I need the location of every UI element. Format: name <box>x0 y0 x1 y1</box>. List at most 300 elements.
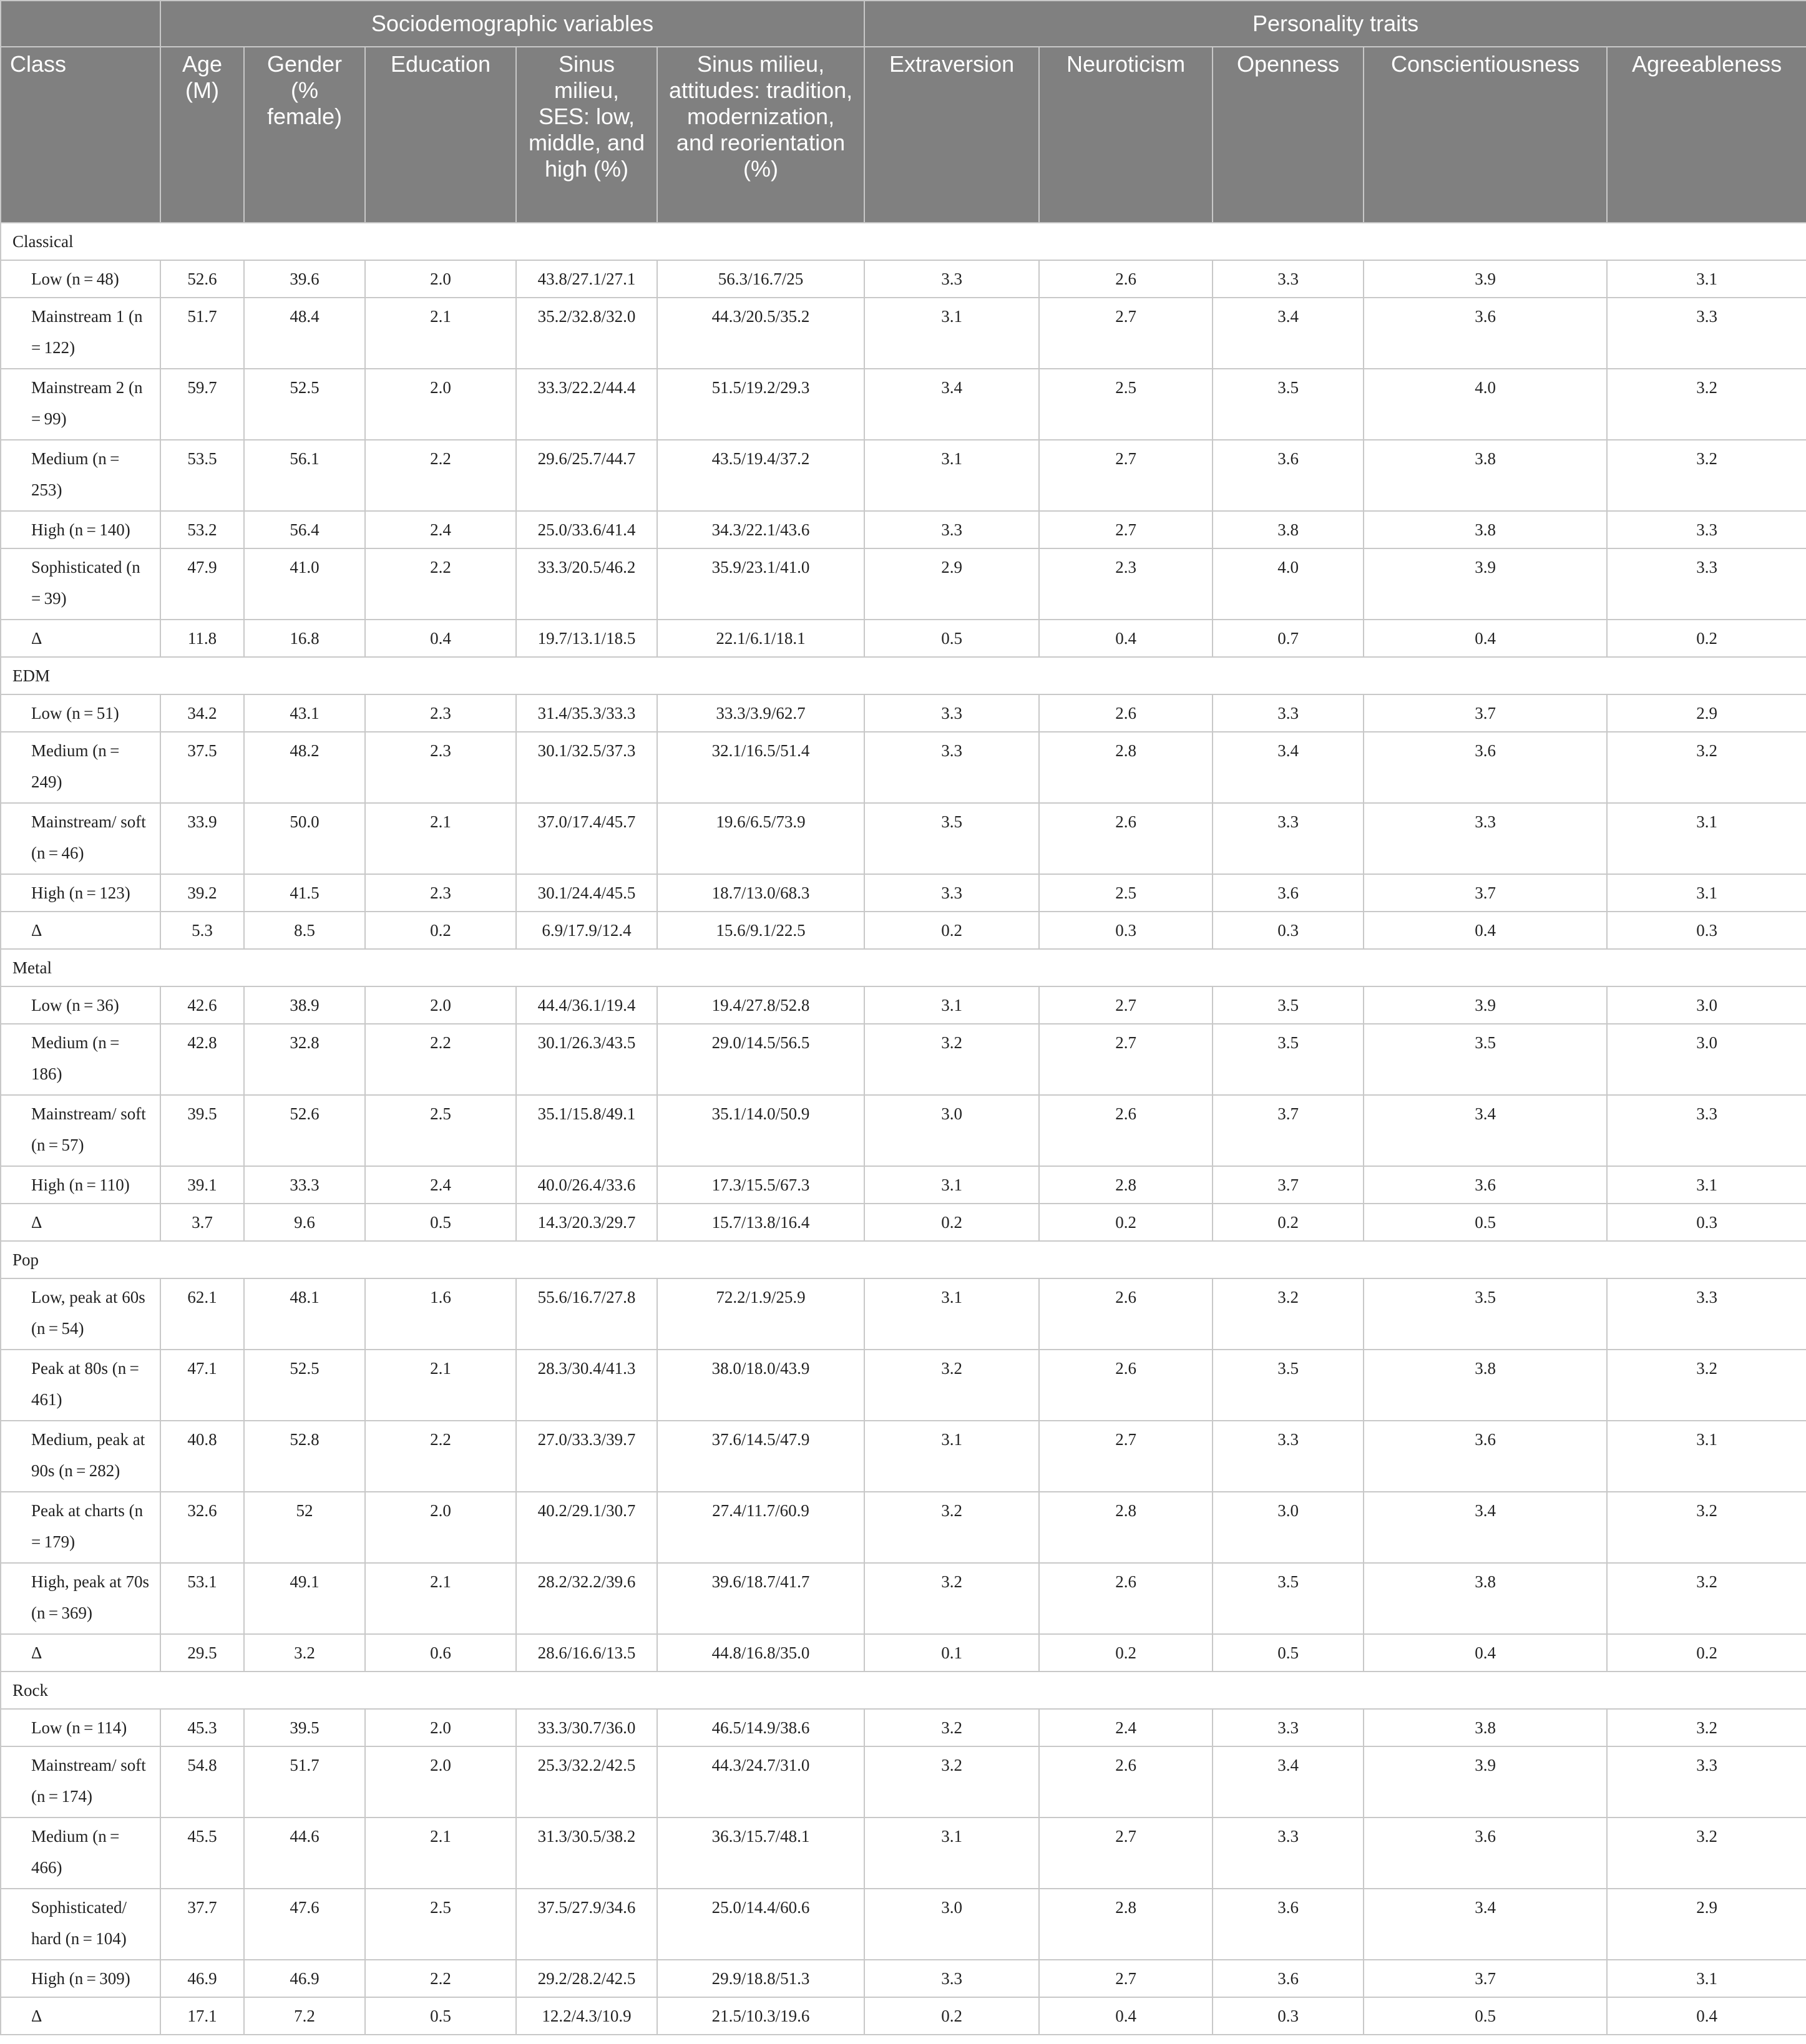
row-label: Low (n = 51) <box>1 694 160 732</box>
table-cell: 3.1 <box>1607 1960 1806 1997</box>
table-cell: 18.7/13.0/68.3 <box>657 874 864 912</box>
table-cell: 52.5 <box>244 369 365 440</box>
row-label: High (n = 140) <box>1 511 160 548</box>
table-cell: 31.3/30.5/38.2 <box>516 1818 657 1889</box>
row-label: Sophisticated (n = 39) <box>1 548 160 620</box>
table-cell: 3.2 <box>1607 732 1806 803</box>
table-cell: 3.7 <box>1364 874 1607 912</box>
table-cell: 56.1 <box>244 440 365 511</box>
table-cell: 27.4/11.7/60.9 <box>657 1492 864 1563</box>
table-cell: 11.8 <box>160 620 244 657</box>
table-cell: 25.3/32.2/42.5 <box>516 1746 657 1818</box>
table-cell: 44.3/24.7/31.0 <box>657 1746 864 1818</box>
table-cell: 3.3 <box>1607 1278 1806 1350</box>
table-row <box>1 803 1806 874</box>
group-header-sociodemographic: Sociodemographic variables <box>160 1 864 47</box>
table-cell: 3.2 <box>864 1746 1039 1818</box>
table-cell: 2.5 <box>1039 369 1213 440</box>
table-cell: 3.1 <box>864 1278 1039 1350</box>
table-cell: 3.1 <box>864 1166 1039 1204</box>
table-cell: 41.0 <box>244 548 365 620</box>
table-cell: 40.8 <box>160 1421 244 1492</box>
table-cell: 3.8 <box>1364 1350 1607 1421</box>
row-label: Mainstream/ soft (n = 46) <box>1 803 160 874</box>
table-cell: 2.0 <box>365 369 516 440</box>
table-cell: 3.3 <box>1213 1421 1364 1492</box>
row-label: Low, peak at 60s (n = 54) <box>1 1278 160 1350</box>
table-cell: 0.5 <box>365 1997 516 2035</box>
table-cell: 3.1 <box>1607 874 1806 912</box>
table-cell: 35.2/32.8/32.0 <box>516 298 657 369</box>
table-row <box>1 1960 1806 1997</box>
table-cell: 35.1/15.8/49.1 <box>516 1095 657 1166</box>
table-cell: 3.1 <box>1607 1421 1806 1492</box>
table-row <box>1 1278 1806 1350</box>
table-cell: 2.3 <box>365 732 516 803</box>
table-row <box>1 260 1806 298</box>
table-row <box>1 548 1806 620</box>
table-cell: 3.4 <box>1213 1746 1364 1818</box>
table-cell: 3.8 <box>1364 1563 1607 1634</box>
table-cell: 3.2 <box>1607 1492 1806 1563</box>
table-cell: 2.2 <box>365 548 516 620</box>
table-cell: 3.6 <box>1213 1960 1364 1997</box>
table-cell: 1.6 <box>365 1278 516 1350</box>
section-title: Pop <box>1 1241 1806 1278</box>
table-cell: 47.6 <box>244 1889 365 1960</box>
table-cell: 29.5 <box>160 1634 244 1672</box>
table-cell: 3.7 <box>1364 1960 1607 1997</box>
table-cell: 40.0/26.4/33.6 <box>516 1166 657 1204</box>
table-cell: 0.1 <box>864 1634 1039 1672</box>
table-cell: 0.2 <box>1213 1204 1364 1241</box>
table-cell: 2.7 <box>1039 511 1213 548</box>
table-row <box>1 1746 1806 1818</box>
table-cell: 3.0 <box>1607 1024 1806 1095</box>
table-cell: 3.8 <box>1364 1709 1607 1746</box>
table-row <box>1 298 1806 369</box>
table-cell: 8.5 <box>244 912 365 949</box>
table-cell: 3.0 <box>1213 1492 1364 1563</box>
table-cell: 2.7 <box>1039 1960 1213 1997</box>
table-cell: 0.2 <box>864 1204 1039 1241</box>
section-row <box>1 949 1806 986</box>
table-cell: 3.2 <box>1607 440 1806 511</box>
row-label: High (n = 110) <box>1 1166 160 1204</box>
table-cell: 0.5 <box>365 1204 516 1241</box>
table-cell: 2.8 <box>1039 1492 1213 1563</box>
table-cell: 3.8 <box>1364 440 1607 511</box>
table-cell: 0.4 <box>1039 1997 1213 2035</box>
table-cell: 3.0 <box>864 1889 1039 1960</box>
table-cell: 53.2 <box>160 511 244 548</box>
table-cell: 0.3 <box>1213 1997 1364 2035</box>
table-cell: 35.1/14.0/50.9 <box>657 1095 864 1166</box>
table-cell: 3.0 <box>1607 986 1806 1024</box>
table-cell: 3.5 <box>1364 1278 1607 1350</box>
table-cell: 0.4 <box>1607 1997 1806 2035</box>
table-cell: 32.1/16.5/51.4 <box>657 732 864 803</box>
table-cell: 40.2/29.1/30.7 <box>516 1492 657 1563</box>
table-cell: 55.6/16.7/27.8 <box>516 1278 657 1350</box>
table-cell: 3.9 <box>1364 986 1607 1024</box>
table-row <box>1 1166 1806 1204</box>
table-cell: 3.2 <box>1607 1350 1806 1421</box>
table-cell: 3.1 <box>864 1818 1039 1889</box>
table-cell: 3.2 <box>864 1563 1039 1634</box>
table-cell: 3.7 <box>1364 694 1607 732</box>
section-row <box>1 1672 1806 1709</box>
table-cell: 45.5 <box>160 1818 244 1889</box>
table-row <box>1 694 1806 732</box>
table-cell: 3.5 <box>1213 986 1364 1024</box>
table-cell: 2.9 <box>1607 694 1806 732</box>
table-cell: 2.0 <box>365 260 516 298</box>
table-cell: 3.4 <box>1364 1492 1607 1563</box>
table-cell: 45.3 <box>160 1709 244 1746</box>
table-cell: 39.5 <box>160 1095 244 1166</box>
table-cell: 0.2 <box>365 912 516 949</box>
table-cell: 0.5 <box>864 620 1039 657</box>
table-cell: 4.0 <box>1364 369 1607 440</box>
table-row <box>1 620 1806 657</box>
table-cell: 25.0/33.6/41.4 <box>516 511 657 548</box>
column-header-extraversion: Extraversion <box>864 47 1039 223</box>
table-cell: 3.3 <box>1213 260 1364 298</box>
table-cell: 3.5 <box>1213 1563 1364 1634</box>
table-cell: 19.6/6.5/73.9 <box>657 803 864 874</box>
table-cell: 3.7 <box>160 1204 244 1241</box>
table-cell: 3.3 <box>1607 1095 1806 1166</box>
table-cell: 2.3 <box>1039 548 1213 620</box>
table-cell: 3.5 <box>1213 1024 1364 1095</box>
group-header-row <box>1 1 1806 47</box>
table-cell: 2.6 <box>1039 260 1213 298</box>
section-title: Classical <box>1 223 1806 260</box>
table-cell: 2.6 <box>1039 694 1213 732</box>
table-cell: 3.6 <box>1364 1166 1607 1204</box>
table-cell: 39.6 <box>244 260 365 298</box>
table-cell: 2.9 <box>1607 1889 1806 1960</box>
table-cell: 0.2 <box>1607 1634 1806 1672</box>
row-label: Peak at 80s (n = 461) <box>1 1350 160 1421</box>
table-cell: 51.5/19.2/29.3 <box>657 369 864 440</box>
section-title: Metal <box>1 949 1806 986</box>
table-row <box>1 511 1806 548</box>
table-cell: 3.4 <box>1213 298 1364 369</box>
table-cell: 3.8 <box>1213 511 1364 548</box>
column-header-conscientiousness: Conscientiousness <box>1364 47 1607 223</box>
table-row <box>1 1492 1806 1563</box>
section-title: EDM <box>1 657 1806 694</box>
table-cell: 3.7 <box>1213 1095 1364 1166</box>
table-cell: 2.4 <box>365 511 516 548</box>
table-cell: 12.2/4.3/10.9 <box>516 1997 657 2035</box>
table-cell: 2.0 <box>365 1709 516 1746</box>
table-cell: 0.4 <box>1364 1634 1607 1672</box>
table-cell: 3.3 <box>1213 1818 1364 1889</box>
table-cell: 52 <box>244 1492 365 1563</box>
table-cell: 29.0/14.5/56.5 <box>657 1024 864 1095</box>
table-cell: 34.3/22.1/43.6 <box>657 511 864 548</box>
table-cell: 3.2 <box>864 1709 1039 1746</box>
table-cell: 3.6 <box>1364 298 1607 369</box>
table-cell: 33.3/30.7/36.0 <box>516 1709 657 1746</box>
table-cell: 54.8 <box>160 1746 244 1818</box>
table-cell: 44.6 <box>244 1818 365 1889</box>
table-body <box>1 223 1806 2035</box>
table-cell: 3.2 <box>1607 1818 1806 1889</box>
table-cell: 34.2 <box>160 694 244 732</box>
row-label: Δ <box>1 620 160 657</box>
table-cell: 3.5 <box>864 803 1039 874</box>
table-cell: 2.0 <box>365 1492 516 1563</box>
table-cell: 3.3 <box>864 260 1039 298</box>
table-row <box>1 440 1806 511</box>
table-cell: 3.3 <box>1364 803 1607 874</box>
table-cell: 3.2 <box>864 1024 1039 1095</box>
row-label: Medium (n = 466) <box>1 1818 160 1889</box>
row-label: Mainstream 2 (n = 99) <box>1 369 160 440</box>
table-cell: 32.8 <box>244 1024 365 1095</box>
row-label: Medium (n = 186) <box>1 1024 160 1095</box>
table-cell: 56.4 <box>244 511 365 548</box>
table-cell: 44.4/36.1/19.4 <box>516 986 657 1024</box>
table-cell: 19.7/13.1/18.5 <box>516 620 657 657</box>
table-cell: 37.5/27.9/34.6 <box>516 1889 657 1960</box>
table-cell: 43.8/27.1/27.1 <box>516 260 657 298</box>
table-cell: 46.9 <box>160 1960 244 1997</box>
table-row <box>1 369 1806 440</box>
row-label: Medium (n = 249) <box>1 732 160 803</box>
table-cell: 9.6 <box>244 1204 365 1241</box>
table-cell: 7.2 <box>244 1997 365 2035</box>
table-cell: 30.1/24.4/45.5 <box>516 874 657 912</box>
table-cell: 33.3/22.2/44.4 <box>516 369 657 440</box>
table-row <box>1 1563 1806 1634</box>
table-cell: 72.2/1.9/25.9 <box>657 1278 864 1350</box>
table-cell: 37.0/17.4/45.7 <box>516 803 657 874</box>
section-row <box>1 223 1806 260</box>
table-cell: 3.3 <box>1213 1709 1364 1746</box>
table-cell: 44.3/20.5/35.2 <box>657 298 864 369</box>
table-cell: 39.6/18.7/41.7 <box>657 1563 864 1634</box>
row-label: High (n = 309) <box>1 1960 160 1997</box>
table-cell: 2.6 <box>1039 803 1213 874</box>
table-cell: 48.4 <box>244 298 365 369</box>
table-cell: 37.5 <box>160 732 244 803</box>
table-cell: 3.3 <box>864 732 1039 803</box>
table-cell: 32.6 <box>160 1492 244 1563</box>
table-cell: 2.2 <box>365 1960 516 1997</box>
row-label: High, peak at 70s (n = 369) <box>1 1563 160 1634</box>
row-label: Mainstream/ soft (n = 57) <box>1 1095 160 1166</box>
table-cell: 39.1 <box>160 1166 244 1204</box>
table-cell: 43.5/19.4/37.2 <box>657 440 864 511</box>
table-cell: 17.1 <box>160 1997 244 2035</box>
table-cell: 43.1 <box>244 694 365 732</box>
table-cell: 3.4 <box>1213 732 1364 803</box>
table-cell: 38.0/18.0/43.9 <box>657 1350 864 1421</box>
table-cell: 33.3 <box>244 1166 365 1204</box>
table-cell: 0.4 <box>1364 912 1607 949</box>
table-cell: 0.5 <box>1364 1997 1607 2035</box>
table-cell: 0.3 <box>1607 1204 1806 1241</box>
table-cell: 52.8 <box>244 1421 365 1492</box>
row-label: Low (n = 114) <box>1 1709 160 1746</box>
table-cell: 3.3 <box>1213 694 1364 732</box>
table-row <box>1 1889 1806 1960</box>
table-cell: 3.3 <box>1607 298 1806 369</box>
table-cell: 52.5 <box>244 1350 365 1421</box>
column-header-education: Education <box>365 47 516 223</box>
table-cell: 52.6 <box>244 1095 365 1166</box>
table-row <box>1 1818 1806 1889</box>
table-row <box>1 1204 1806 1241</box>
table-cell: 51.7 <box>244 1746 365 1818</box>
table-row <box>1 1997 1806 2035</box>
table-row <box>1 1024 1806 1095</box>
table-cell: 39.2 <box>160 874 244 912</box>
column-header-row <box>1 47 1806 223</box>
table-cell: 48.1 <box>244 1278 365 1350</box>
table-cell: 35.9/23.1/41.0 <box>657 548 864 620</box>
table-cell: 0.4 <box>1364 620 1607 657</box>
table-cell: 3.4 <box>1364 1889 1607 1960</box>
table-cell: 2.8 <box>1039 732 1213 803</box>
table-cell: 0.2 <box>1039 1204 1213 1241</box>
table-cell: 3.6 <box>1213 874 1364 912</box>
table-cell: 2.2 <box>365 1421 516 1492</box>
row-label: Δ <box>1 912 160 949</box>
table-cell: 3.4 <box>1364 1095 1607 1166</box>
table-cell: 29.6/25.7/44.7 <box>516 440 657 511</box>
table-cell: 3.3 <box>1213 803 1364 874</box>
table-cell: 48.2 <box>244 732 365 803</box>
table-cell: 31.4/35.3/33.3 <box>516 694 657 732</box>
column-header-gender: Gender (% female) <box>244 47 365 223</box>
table-cell: 33.3/3.9/62.7 <box>657 694 864 732</box>
table-cell: 46.9 <box>244 1960 365 1997</box>
row-label: Sophisticated/ hard (n = 104) <box>1 1889 160 1960</box>
table-cell: 3.2 <box>1607 1563 1806 1634</box>
table-cell: 2.3 <box>365 874 516 912</box>
column-header-attitudes: Sinus milieu, attitudes: tradition, modernization, and reorientation (%) <box>657 47 864 223</box>
table-row <box>1 1709 1806 1746</box>
table-cell: 2.8 <box>1039 1166 1213 1204</box>
table-cell: 2.1 <box>365 1818 516 1889</box>
table-row <box>1 1350 1806 1421</box>
table-cell: 2.1 <box>365 1563 516 1634</box>
table-row <box>1 912 1806 949</box>
table-cell: 15.6/9.1/22.5 <box>657 912 864 949</box>
table-cell: 14.3/20.3/29.7 <box>516 1204 657 1241</box>
table-cell: 3.3 <box>864 1960 1039 1997</box>
column-header-agreeableness: Agreeableness <box>1607 47 1806 223</box>
row-label: Medium (n = 253) <box>1 440 160 511</box>
table-cell: 28.2/32.2/39.6 <box>516 1563 657 1634</box>
table-cell: 2.5 <box>365 1095 516 1166</box>
table-cell: 2.7 <box>1039 986 1213 1024</box>
table-cell: 3.6 <box>1364 732 1607 803</box>
table-cell: 51.7 <box>160 298 244 369</box>
table-row <box>1 1634 1806 1672</box>
table-cell: 0.2 <box>1607 620 1806 657</box>
table-cell: 3.3 <box>864 694 1039 732</box>
row-label: Low (n = 48) <box>1 260 160 298</box>
table-cell: 3.1 <box>864 440 1039 511</box>
row-label: High (n = 123) <box>1 874 160 912</box>
table-cell: 25.0/14.4/60.6 <box>657 1889 864 1960</box>
table-cell: 15.7/13.8/16.4 <box>657 1204 864 1241</box>
table-cell: 0.5 <box>1213 1634 1364 1672</box>
table-cell: 38.9 <box>244 986 365 1024</box>
row-label: Mainstream 1 (n = 122) <box>1 298 160 369</box>
table-cell: 2.4 <box>365 1166 516 1204</box>
table-cell: 2.2 <box>365 1024 516 1095</box>
table-cell: 62.1 <box>160 1278 244 1350</box>
table-cell: 37.7 <box>160 1889 244 1960</box>
table-cell: 2.4 <box>1039 1709 1213 1746</box>
table-cell: 3.2 <box>1607 369 1806 440</box>
table-cell: 59.7 <box>160 369 244 440</box>
table-cell: 42.8 <box>160 1024 244 1095</box>
column-header-class: Class <box>1 47 160 223</box>
column-header-neuroticism: Neuroticism <box>1039 47 1213 223</box>
table-cell: 2.7 <box>1039 1421 1213 1492</box>
table-cell: 3.1 <box>864 986 1039 1024</box>
table-cell: 0.3 <box>1213 912 1364 949</box>
table-cell: 3.6 <box>1364 1421 1607 1492</box>
table-cell: 0.4 <box>1039 620 1213 657</box>
table-cell: 3.4 <box>864 369 1039 440</box>
table-cell: 3.2 <box>864 1492 1039 1563</box>
table-cell: 2.6 <box>1039 1278 1213 1350</box>
table-cell: 6.9/17.9/12.4 <box>516 912 657 949</box>
table-cell: 2.6 <box>1039 1095 1213 1166</box>
row-label: Δ <box>1 1997 160 2035</box>
column-header-age: Age (M) <box>160 47 244 223</box>
row-label: Δ <box>1 1204 160 1241</box>
table-cell: 3.5 <box>1364 1024 1607 1095</box>
table-cell: 16.8 <box>244 620 365 657</box>
table-cell: 3.9 <box>1364 1746 1607 1818</box>
table-cell: 3.5 <box>1213 1350 1364 1421</box>
table-cell: 0.3 <box>1607 912 1806 949</box>
table-cell: 49.1 <box>244 1563 365 1634</box>
table-row <box>1 1421 1806 1492</box>
table-cell: 3.2 <box>864 1350 1039 1421</box>
table-cell: 3.6 <box>1213 440 1364 511</box>
table-cell: 2.2 <box>365 440 516 511</box>
table-cell: 3.2 <box>1607 1709 1806 1746</box>
table-cell: 3.1 <box>1607 1166 1806 1204</box>
table-cell: 50.0 <box>244 803 365 874</box>
table-cell: 3.6 <box>1364 1818 1607 1889</box>
table-cell: 0.3 <box>1039 912 1213 949</box>
table-cell: 2.5 <box>1039 874 1213 912</box>
row-label: Medium, peak at 90s (n = 282) <box>1 1421 160 1492</box>
table-cell: 3.9 <box>1364 548 1607 620</box>
table-cell: 2.0 <box>365 1746 516 1818</box>
table-cell: 30.1/32.5/37.3 <box>516 732 657 803</box>
table-cell: 53.1 <box>160 1563 244 1634</box>
table-cell: 5.3 <box>160 912 244 949</box>
table-cell: 3.1 <box>1607 260 1806 298</box>
table-cell: 47.9 <box>160 548 244 620</box>
table-cell: 17.3/15.5/67.3 <box>657 1166 864 1204</box>
table-row <box>1 1095 1806 1166</box>
